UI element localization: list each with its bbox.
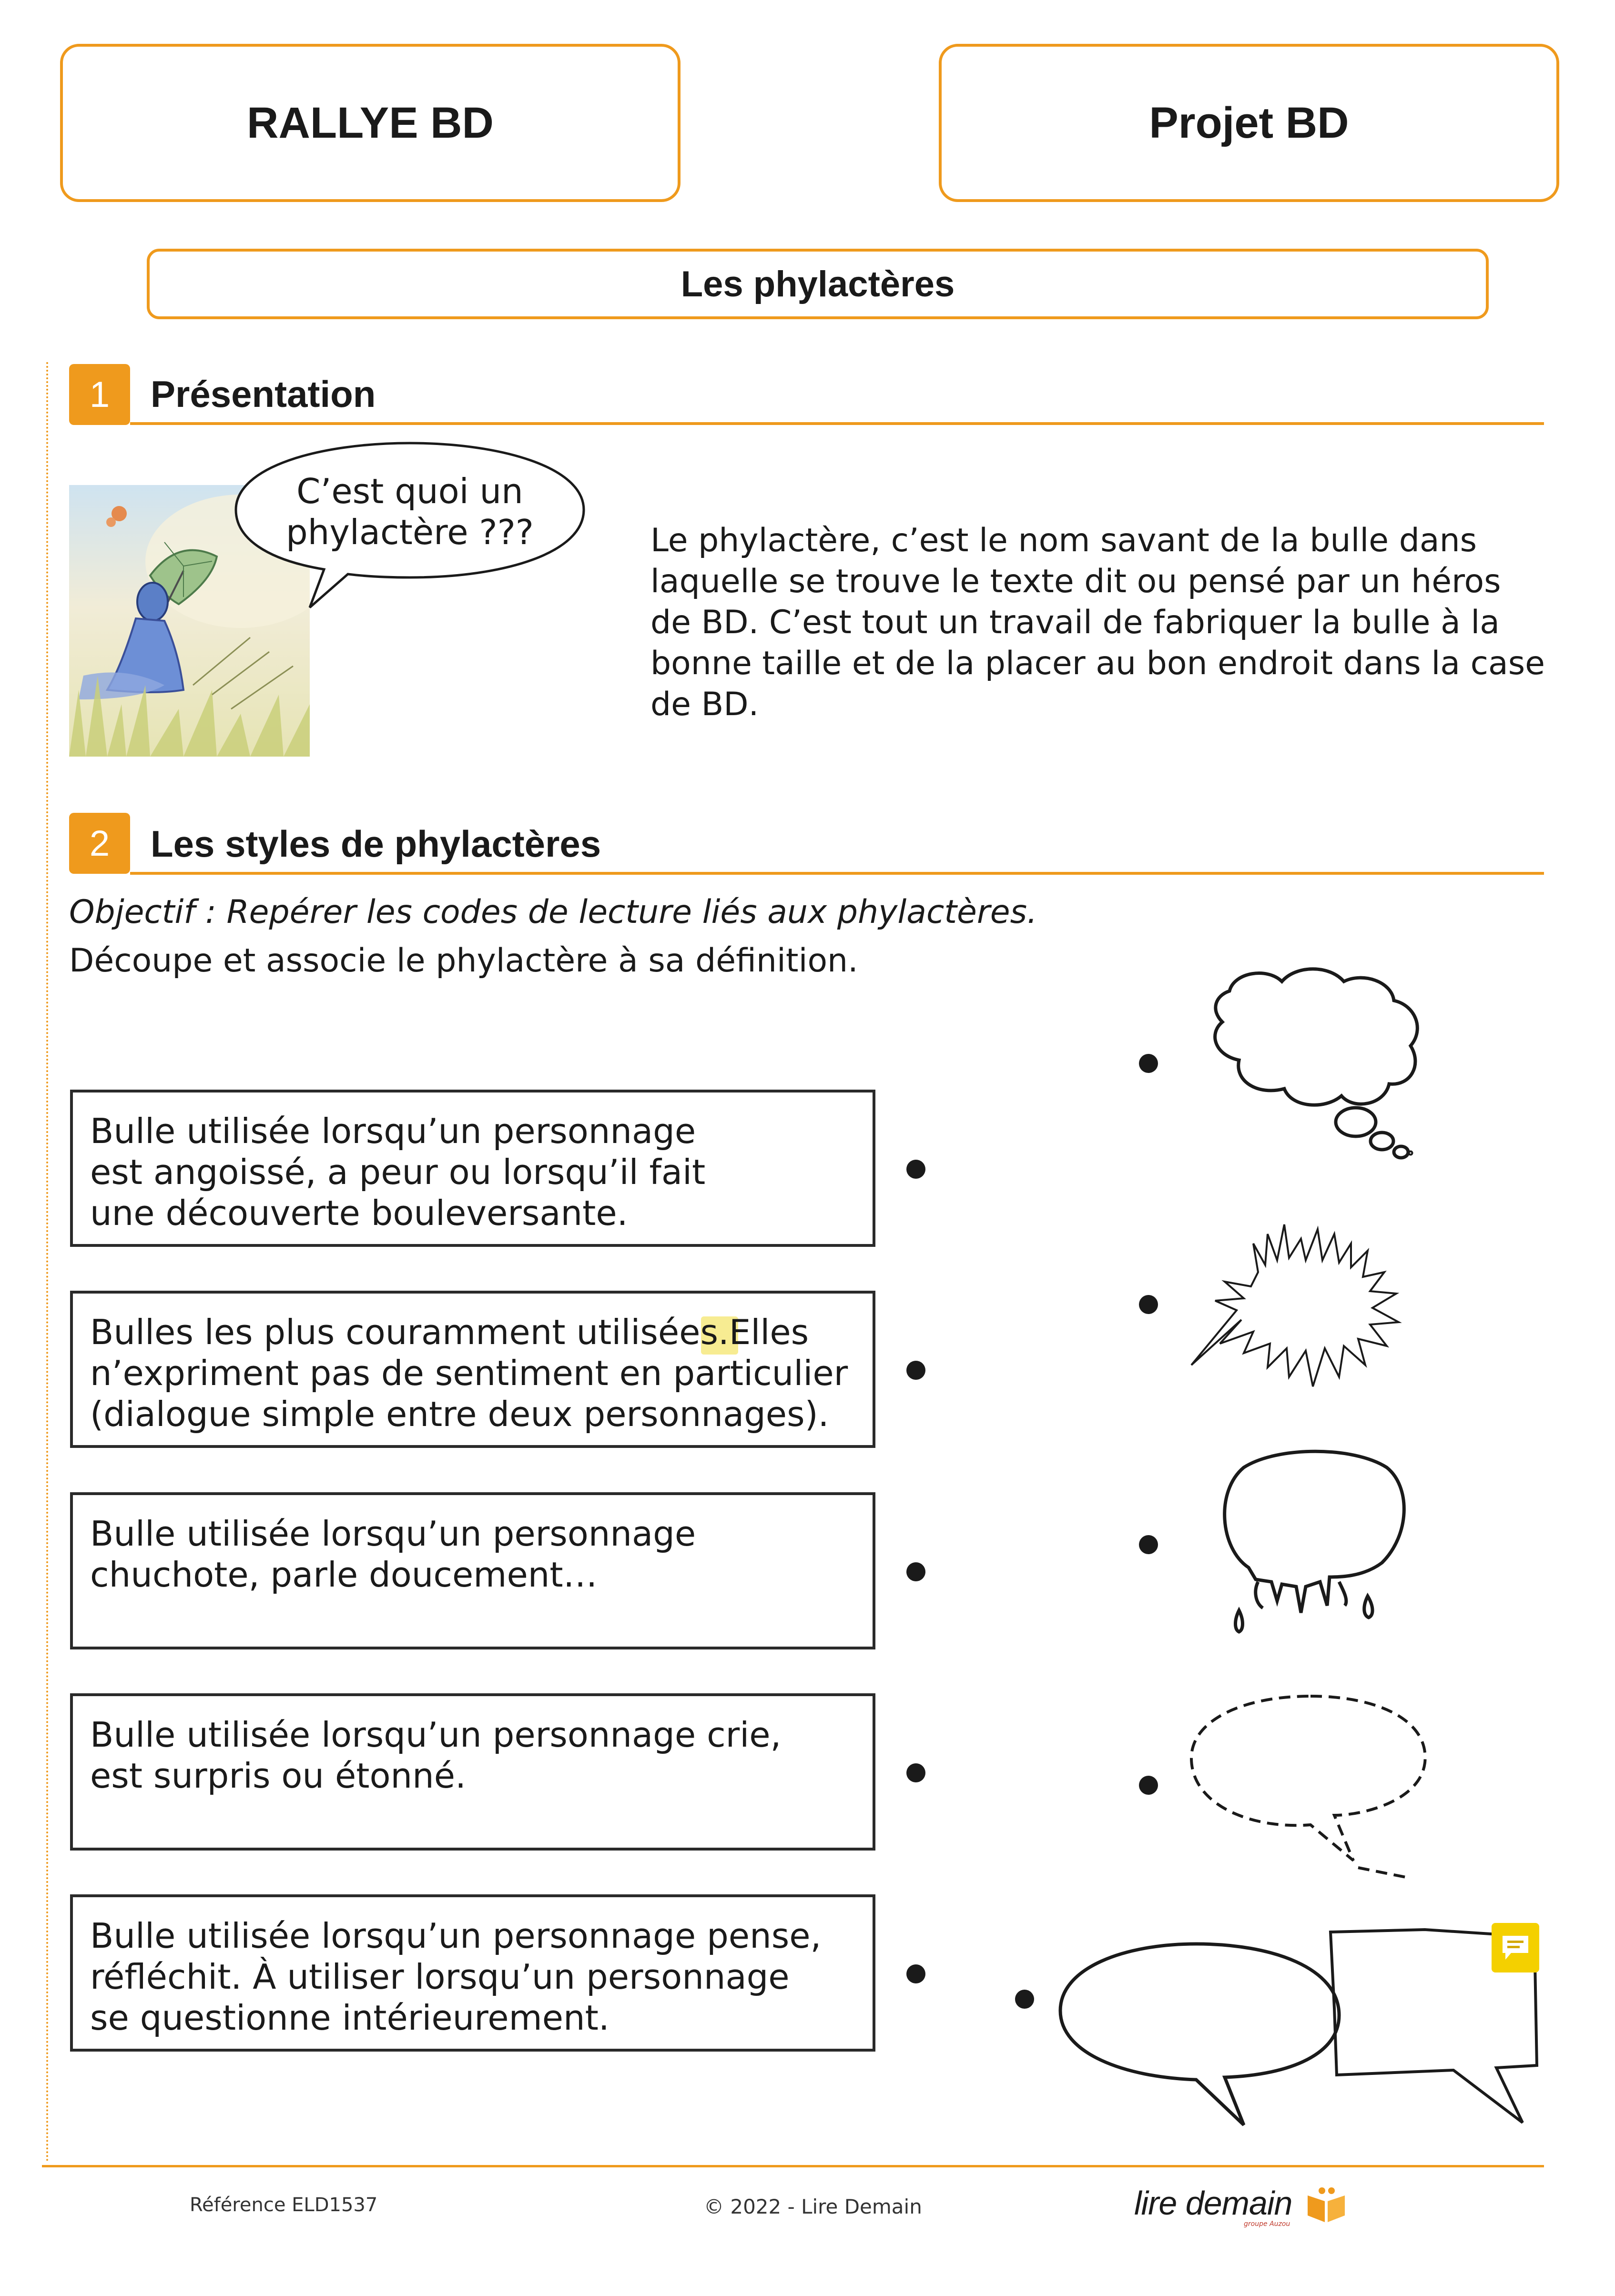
copyright-text: © 2022 - Lire Demain xyxy=(704,2195,922,2218)
footer-line xyxy=(42,2165,1544,2167)
definition-text: Bulle utilisée lorsqu’un personnage crie, est surpris ou étonné. xyxy=(90,1715,782,1796)
lire-demain-logo[interactable] xyxy=(1134,2181,1358,2234)
definition-text: Bulle utilisée lorsqu’un personnage est angoissé, a peur ou lorsqu’il fait une découverte bouleversante. xyxy=(90,1111,706,1233)
margin-dotted-line xyxy=(46,362,48,2163)
logo-text: lire demain xyxy=(1134,2185,1292,2222)
section-2-underline xyxy=(130,872,1544,875)
projet-bd-label xyxy=(939,44,1559,202)
page-title xyxy=(147,249,1489,319)
objective-text: Objectif : Repérer les codes de lecture liés aux phylactères. xyxy=(69,893,1037,931)
bubble-connector-dot[interactable] xyxy=(1139,1776,1158,1795)
section-1-underline xyxy=(130,422,1544,425)
bubble-connector-dot[interactable] xyxy=(1139,1295,1158,1314)
definition-box xyxy=(70,1090,875,1247)
definition-connector-dot[interactable] xyxy=(906,1964,925,1983)
bubble-connector-dot[interactable] xyxy=(1139,1535,1158,1554)
instruction-text: Découpe et associe le phylactère à sa définition. xyxy=(69,942,858,980)
rallye-bd-text: RALLYE BD xyxy=(247,98,494,147)
bubble-connector-dot[interactable] xyxy=(1015,1990,1034,2009)
definition-box xyxy=(70,1894,875,2052)
dripping-bubble-icon xyxy=(1210,1448,1415,1649)
presentation-paragraph: Le phylactère, c’est le nom savant de la bulle dans laquelle se trouve le texte dit ou pensé par un héros de BD. C’est tout un travail de fabriquer la bulle à la bonne taille et de la placer au bon endroit dans la case de BD. xyxy=(650,522,1545,723)
definition-connector-dot[interactable] xyxy=(906,1562,925,1581)
question-speech-bubble xyxy=(229,438,591,619)
definition-text: Bulles les plus couramment utilisées.Elles n’expriment pas de sentiment en particulier (dialogue simple entre deux personnages). xyxy=(90,1312,848,1434)
definition-box xyxy=(70,1693,875,1851)
logo-subtext: groupe Auzou xyxy=(1244,2220,1290,2228)
bubble-connector-dot[interactable] xyxy=(1139,1054,1158,1073)
definition-box xyxy=(70,1291,875,1448)
section-1-number: 1 xyxy=(69,364,130,425)
section-2-title: Les styles de phylactères xyxy=(151,823,601,865)
definition-text-wrap xyxy=(90,1312,862,1435)
definition-text: Bulle utilisée lorsqu’un personnage chuchote, parle doucement… xyxy=(90,1514,696,1595)
dashed-bubble-icon xyxy=(1182,1687,1439,1896)
projet-bd-text: Projet BD xyxy=(1149,98,1349,147)
speech-bubble-icon xyxy=(1053,1934,1344,2134)
rallye-bd-label xyxy=(60,44,681,202)
section-1-title: Présentation xyxy=(151,373,376,415)
thought-bubble-icon xyxy=(1201,962,1458,1172)
reference-text: Référence ELD1537 xyxy=(190,2194,378,2216)
comment-note-icon[interactable] xyxy=(1492,1923,1539,1972)
definition-connector-dot[interactable] xyxy=(906,1361,925,1380)
open-book-icon xyxy=(1305,2181,1348,2224)
definition-text: Bulle utilisée lorsqu’un personnage pense, réfléchit. À utiliser lorsqu’un personnage se questionne intérieurement. xyxy=(90,1916,822,2038)
definition-connector-dot[interactable] xyxy=(906,1763,925,1782)
explosion-bubble-icon xyxy=(1187,1205,1439,1406)
page-title-text: Les phylactères xyxy=(681,263,955,304)
question-speech-text: C’est quoi un phylactère ??? xyxy=(285,471,534,552)
definition-box xyxy=(70,1492,875,1649)
definition-connector-dot[interactable] xyxy=(906,1160,925,1179)
section-2-number: 2 xyxy=(69,813,130,874)
